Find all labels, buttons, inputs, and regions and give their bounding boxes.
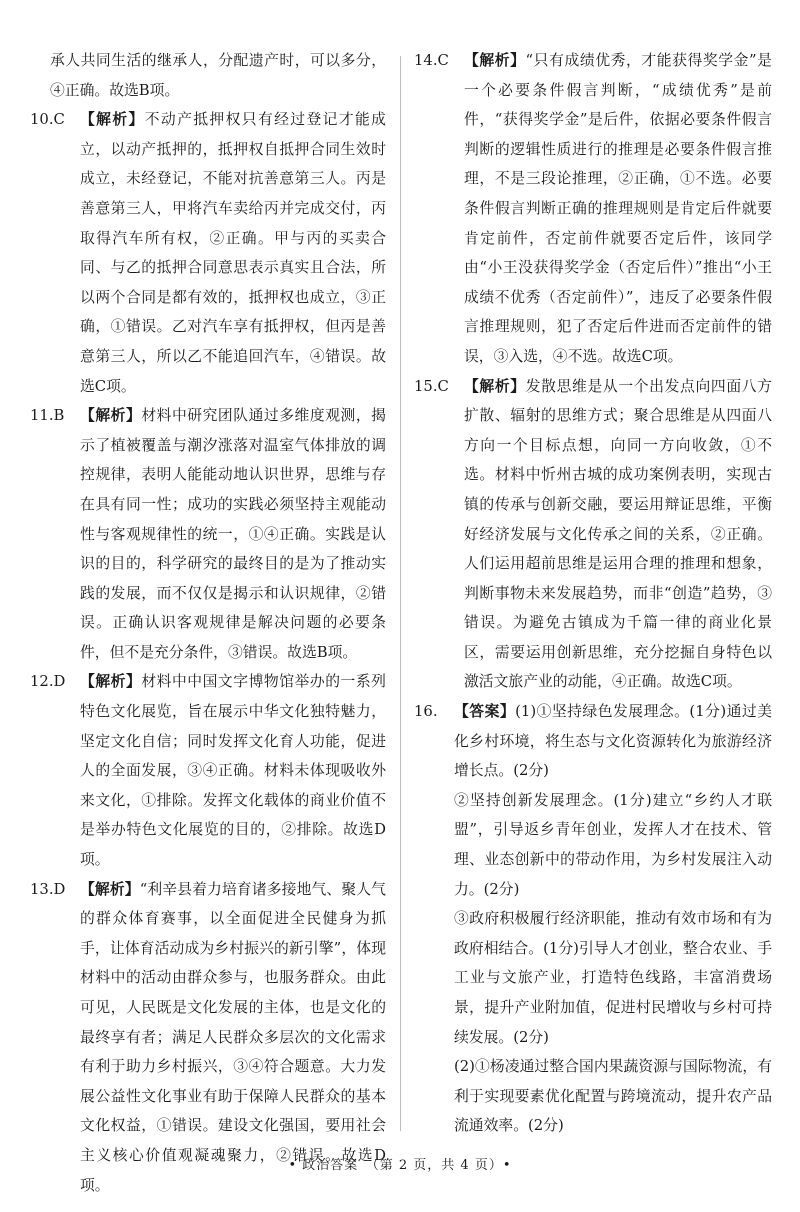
- right-column: [414, 46, 772, 1141]
- question-number: 11.B: [30, 407, 65, 425]
- answer-part-2: ②坚持创新发展理念。(1分)建立“乡约人才联盟”，引导返乡青年创业，发挥人才在技术、管理、业态创新中的带动作用，为乡村发展注入动力。(2分): [454, 791, 772, 898]
- question-14: [414, 46, 772, 372]
- question-number: 13.D: [30, 880, 66, 898]
- question-15: [414, 372, 772, 698]
- page-footer: • 政治答案 （第 2 页，共 4 页）•: [288, 1158, 512, 1173]
- question-16: [414, 697, 772, 786]
- question-11: [30, 401, 386, 667]
- question-number: 12.D: [30, 673, 66, 691]
- question-number: 14.C: [414, 52, 449, 69]
- question-10: [30, 105, 386, 401]
- left-column: [30, 46, 386, 1200]
- question-number: 16.: [414, 703, 438, 721]
- question-explanation: 【解析】“利辛县着力培育诸多接地气、聚人气的群众体育赛事，以全面促进全民健身为抓手，让体育活动成为乡村振兴的新引擎”，体现材料中的活动由群众参与，也服务群众。由此可见，人民既是文化发展的主体，也是文化的最终享有者；满足人民群众多层次的文化需求有利于助力乡村振兴，③④符合题意。大力发展公益性文化事业有助于保障人民群众的基本文化权益，①错误。建设文化强国，要用社会主义核心价值观凝魂聚力，②错误。故选D项。: [80, 880, 386, 1194]
- question-number: 15.C: [414, 377, 449, 395]
- question-explanation: 【解析】不动产抵押权只有经过登记才能成立，以动产抵押的，抵押权自抵押合同生效时成立，未经登记，不能对抗善意第三人。丙是善意第三人，甲将汽车卖给丙并完成交付，丙取得汽车所有权，②正确。甲与丙的买卖合同、与乙的抵押合同意思表示真实且合法，所以两个合同是都有效的，抵押权也成立，③正确，①错误。乙对汽车享有抵押权，但丙是善意第三人，所以乙不能追回汽车，④错误。故选C项。: [80, 111, 386, 395]
- question-explanation: 【解析】“只有成绩优秀，才能获得奖学金”是一个必要条件假言判断，“成绩优秀”是前件，“获得奖学金”是后件，依据必要条件假言判断的逻辑性质进行的推理是必要条件假言推理，不是三段论推理，②正确，①不选。必要条件假言判断正确的推理规则是肯定后件就要肯定前件，否定前件就要否定后件，该同学由“小王没获得奖学金（否定后件）”推出“小王成绩不优秀（否定前件）”，违反了必要条件假言推理规则，犯了否定后件进而否定前件的错误，③入选，④不选。故选C项。: [464, 52, 772, 365]
- question-number: 10.C: [30, 111, 65, 129]
- question-12: [30, 667, 386, 874]
- question-explanation: 【解析】材料中研究团队通过多维度观测，揭示了植被覆盖与潮汐涨落对温室气体排放的调控规律，表明人能能动地认识世界，思维与存在具有同一性；成功的实践必须坚持主观能动性与客观规律性的统一，①④正确。实践是认识的目的，科学研究的最终目的是为了推动实践的发展，而不仅仅是揭示和认识规律，②错误。正确认识客观规律是解决问题的必要条件，但不是充分条件，③错误。故选B项。: [80, 407, 386, 661]
- answer-part-4: (2)①杨凌通过整合国内果蔬资源与国际物流，有利于实现要素优化配置与跨境流动，提升农产品流通效率。(2分): [454, 1058, 772, 1135]
- answer-part-1: 【答案】(1)①坚持绿色发展理念。(1分)通过美化乡村环境，将生态与文化资源转化为旅游经济增长点。(2分): [454, 703, 772, 780]
- question-explanation: 【解析】材料中中国文字博物馆举办的一系列特色文化展览，旨在展示中华文化独特魅力，坚定文化自信；同时发挥文化育人功能，促进人的全面发展，③④正确。材料未体现吸收外来文化，①排除。发挥文化载体的商业价值不是举办特色文化展览的目的，②排除。故选D项。: [80, 673, 386, 869]
- question-13: [30, 875, 386, 1201]
- column-divider: [400, 56, 401, 1131]
- continued-paragraph: 承人共同生活的继承人，分配遗产时，可以多分，④正确。故选B项。: [50, 52, 386, 99]
- question-explanation: 【解析】发散思维是从一个出发点向四面八方扩散、辐射的思维方式；聚合思维是从四面八方向一个目标点想，向同一方向收敛，①不选。材料中忻州古城的成功案例表明，实现古镇的传承与创新交融，要运用辩证思维，平衡好经济发展与文化传承之间的关系，②正确。人们运用超前思维是运用合理的推理和想象，判断事物未来发展趋势，而非“创造”趋势，③错误。为避免古镇成为千篇一律的商业化景区，需要运用创新思维，充分挖掘自身特色以激活文旅产业的动能，④正确。故选C项。: [464, 377, 772, 691]
- answer-part-3: ③政府积极履行经济职能，推动有效市场和有为政府相结合。(1分)引导人才创业，整合农业、手工业与文旅产业，打造特色线路，丰富消费场景，提升产业附加值，促进村民增收与乡村可持续发展。(2分): [454, 910, 772, 1046]
